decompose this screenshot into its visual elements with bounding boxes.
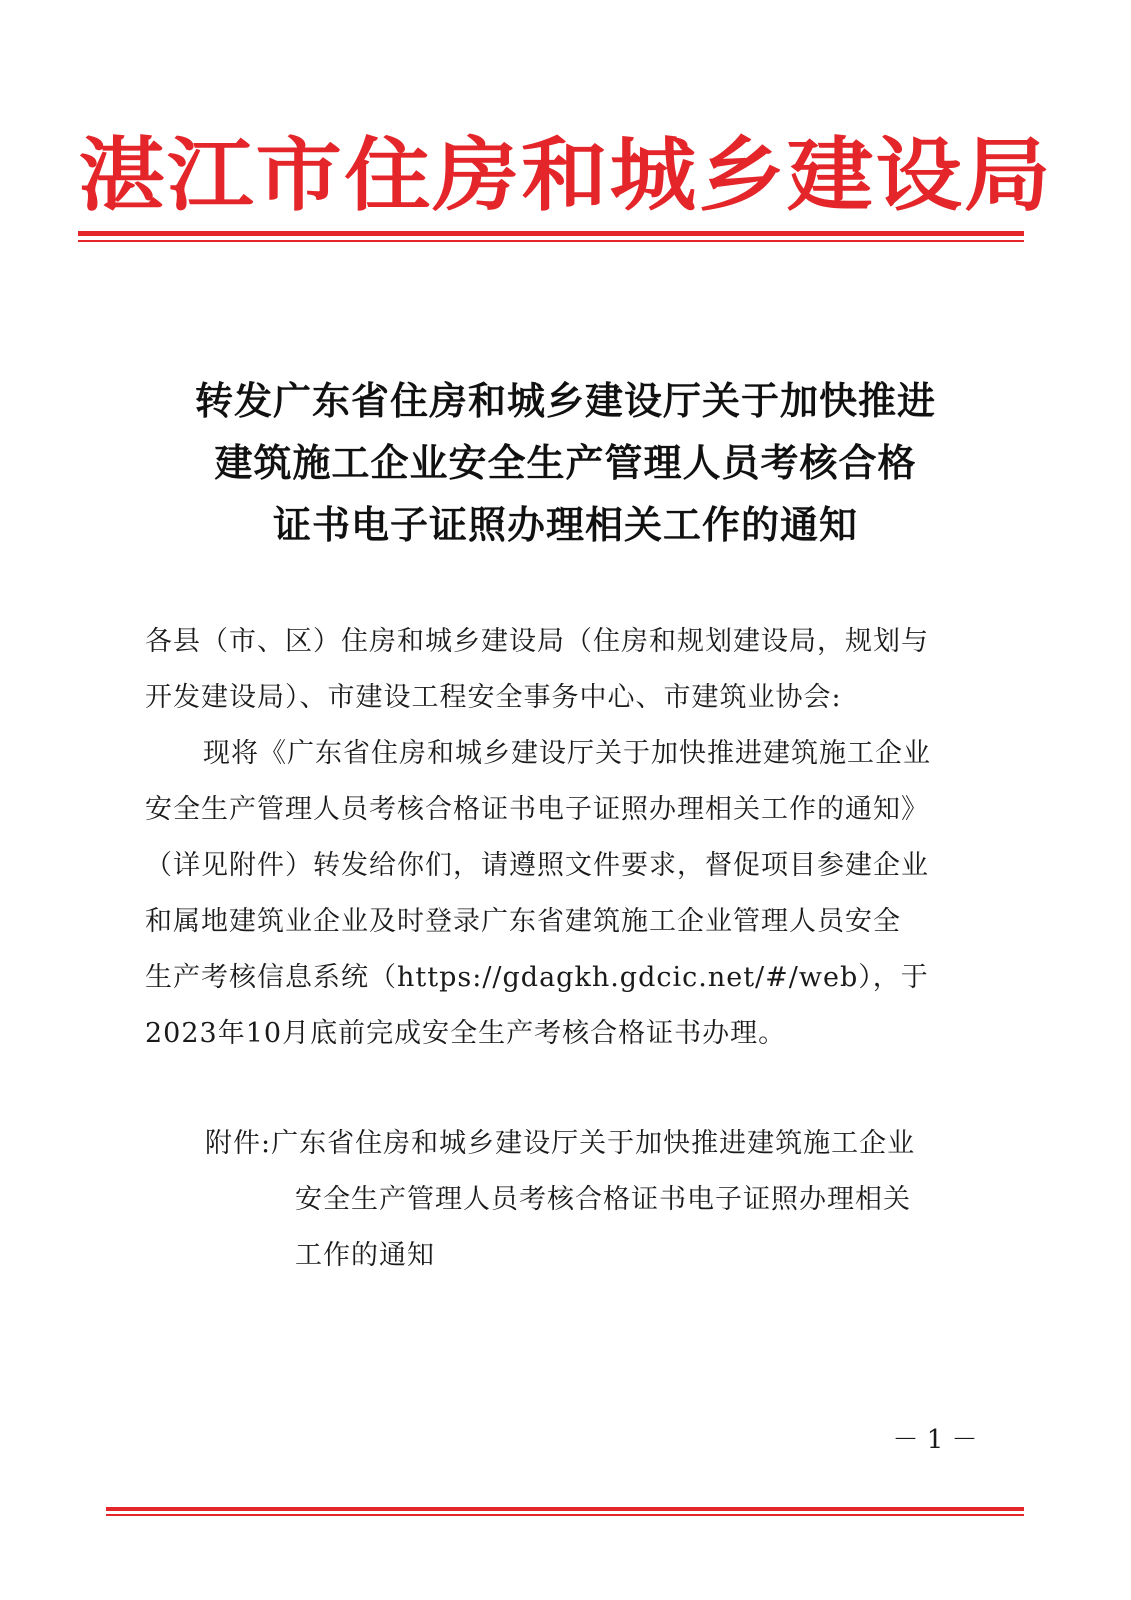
body-line: 和属地建筑业企业及时登录广东省建筑施工企业管理人员安全 (145, 906, 901, 937)
salutation-line: 各县（市、区）住房和城乡建设局（住房和规划建设局，规划与 (145, 626, 929, 657)
document-body (145, 614, 975, 1062)
footer-divider-thin (106, 1514, 1024, 1516)
attachment-line: 工作的通知 (295, 1240, 435, 1271)
document-title (60, 370, 1071, 556)
title-line: 建筑施工企业安全生产管理人员考核合格 (214, 440, 917, 485)
header-divider-thick (78, 231, 1024, 236)
attachment-note (205, 1116, 985, 1284)
title-line: 转发广东省住房和城乡建设厅关于加快推进 (194, 378, 936, 423)
attachment-line: 安全生产管理人员考核合格证书电子证照办理相关 (295, 1184, 911, 1215)
title-line: 证书电子证照办理相关工作的通知 (272, 502, 858, 547)
footer-divider-thick (106, 1507, 1024, 1511)
body-line: （详见附件）转发给你们，请遵照文件要求，督促项目参建企业 (145, 850, 929, 881)
header-divider-thin (78, 240, 1024, 242)
body-line: 现将《广东省住房和城乡建设厅关于加快推进建筑施工企业 (203, 738, 931, 769)
body-line-with-url: 生产考核信息系统（https://gdagkh.gdcic.net/#/web），于 (145, 962, 929, 993)
body-line: 2023年10月底前完成安全生产考核合格证书办理。 (145, 1018, 787, 1049)
body-line: 安全生产管理人员考核合格证书电子证照办理相关工作的通知》 (145, 794, 929, 825)
letterhead-agency-name: 湛江市住房和城乡建设局 (78, 129, 1053, 222)
page-number: － 1 － (892, 1425, 978, 1455)
salutation-line: 开发建设局）、市建设工程安全事务中心、市建筑业协会: (145, 682, 842, 713)
attachment-line: 附件:广东省住房和城乡建设厅关于加快推进建筑施工企业 (205, 1128, 916, 1159)
